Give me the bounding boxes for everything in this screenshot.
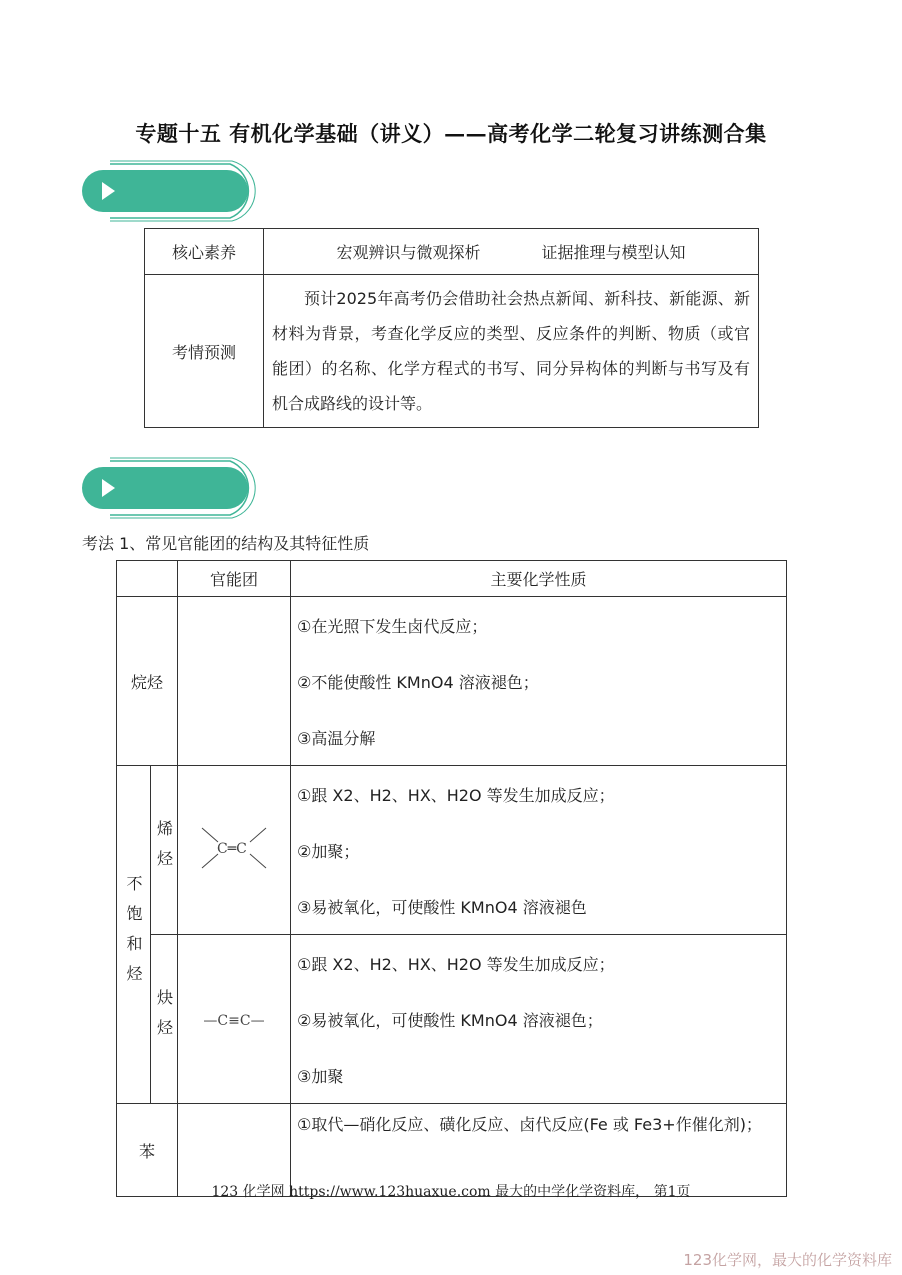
alkane-structure (178, 597, 291, 766)
header-blank (117, 561, 178, 597)
header-group: 官能团 (178, 561, 291, 597)
list-item: ③加聚 (297, 1066, 344, 1086)
list-item: ②易被氧化，可使酸性 KMnO4 溶液褪色； (297, 1010, 603, 1030)
list-item: ③高温分解 (297, 728, 376, 748)
alkane-props (291, 597, 787, 766)
alkyne-label: 炔烃 (151, 935, 178, 1104)
alkane-label: 烷烃 (117, 597, 178, 766)
benzene-label: 苯 (117, 1104, 178, 1197)
page-title: 专题十五 有机化学基础（讲义）——高考化学二轮复习讲练测合集 (135, 121, 767, 146)
list-item: ①取代—硝化反应、磺化反应、卤代反应(Fe 或 Fe3+作催化剂)； (297, 1115, 762, 1134)
core-literacy-label: 核心素养 (145, 229, 264, 275)
list-item: ①跟 X2、H2、HX、H2O 等发生加成反应； (297, 785, 615, 805)
section-pill-2 (80, 457, 260, 519)
alkene-structure (178, 766, 291, 935)
list-item: ③易被氧化，可使酸性 KMnO4 溶液褪色 (297, 897, 587, 917)
list-item: ①跟 X2、H2、HX、H2O 等发生加成反应； (297, 954, 615, 974)
unsaturated-label: 不饱和烃 (117, 766, 151, 1104)
page-footer: 123 化学网 https://www.123huaxue.com 最大的中学化学资料库， 第1页 (211, 1184, 691, 1200)
alkyne-structure (178, 935, 291, 1104)
alkene-label: 烯烃 (151, 766, 178, 935)
alkyne-formula: —C≡C— (203, 1012, 265, 1029)
forecast-text: 预计2025年高考仍会借助社会热点新闻、新科技、新能源、新材料为背景，考查化学反应的类型、反应条件的判断、物质（或官能团）的名称、化学方程式的书写、同分异构体的判断与书写及有机合成路线的设计等。 (272, 289, 750, 413)
list-item: ②加聚； (297, 841, 360, 861)
section-pill-1 (80, 160, 260, 222)
functional-group-table (116, 560, 787, 1197)
alkene-formula: C═C (217, 841, 247, 857)
list-item: ①在光照下发生卤代反应； (297, 616, 488, 636)
alkyne-props (291, 935, 787, 1104)
watermark: 123化学网，最大的化学资料库 (683, 1251, 892, 1269)
core-item-1: 宏观辨识与微观探析 (336, 243, 481, 262)
core-table (144, 228, 759, 428)
forecast-label: 考情预测 (145, 275, 264, 428)
section-heading: 考法 1、常见官能团的结构及其特征性质 (82, 534, 370, 553)
header-props: 主要化学性质 (291, 561, 787, 597)
core-item-2: 证据推理与模型认知 (541, 243, 686, 262)
list-item: ②不能使酸性 KMnO4 溶液褪色； (297, 672, 539, 692)
alkene-props (291, 766, 787, 935)
alkene-structure-diagram (194, 818, 274, 878)
